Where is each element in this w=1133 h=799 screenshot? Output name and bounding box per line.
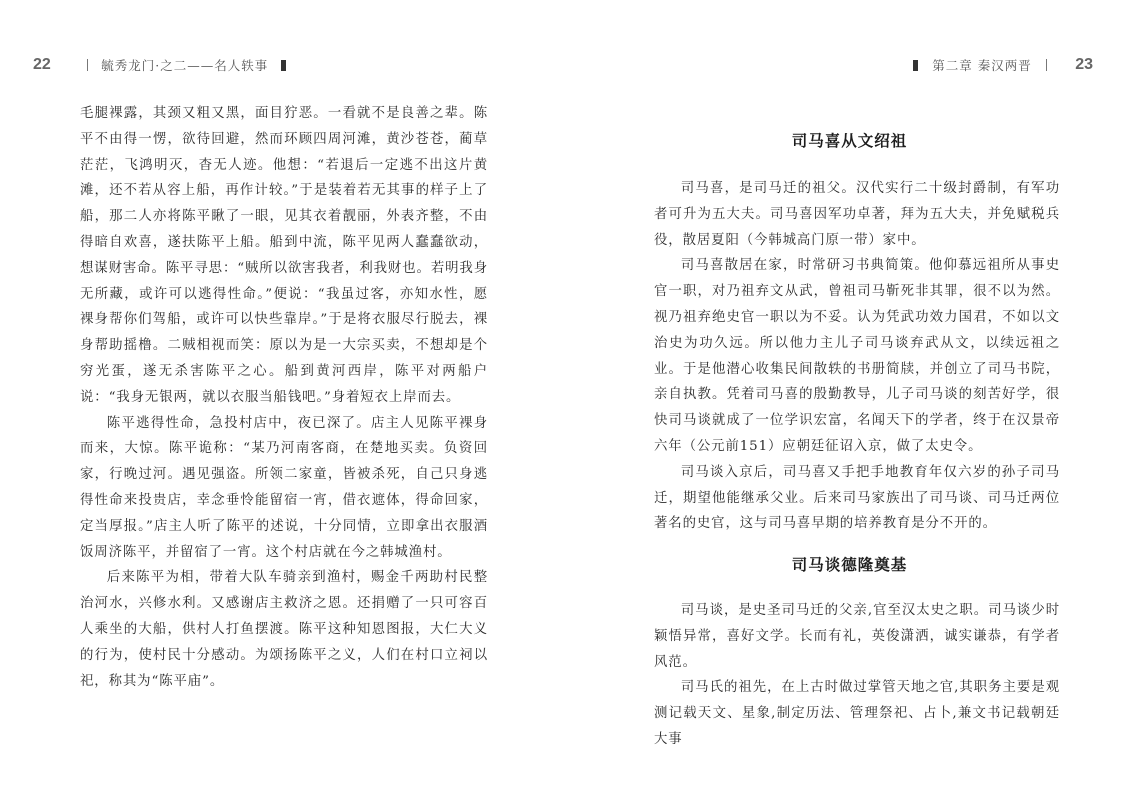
header-block-mark (913, 60, 918, 71)
paragraph: 司马氏的祖先，在上古时做过掌管天地之官,其职务主要是观测记载天文、星象,制定历法、管理祭祀、占卜,兼文书记载朝廷大事 (654, 680, 1060, 747)
right-running-title: 第二章 秦汉两晋 (932, 58, 1032, 73)
header-divider (1046, 59, 1048, 71)
section-body-text (654, 598, 1060, 753)
paragraph: 陈平逃得性命，急投村店中，夜已深了。店主人见陈平裸身而来，大惊。陈平诡称：“某乃河南客商，在楚地买卖。负资回家，行晚过河。遇见强盗。所领二家童，皆被杀死，自己只身逃得性命来投贵店，幸念垂怜能留宿一宵，借衣遮体，得命回家，定当厚报。”店主人听了陈平的述说，十分同情，立即拿出衣服酒饭周济陈平，并留宿了一宵。这个村店就在今之韩城渔村。 (80, 415, 488, 560)
paragraph: 司马喜散居在家，时常研习书典简策。他仰慕远祖所从事史官一职，对乃祖弃文从武，曾祖司马靳死非其罪，很不以为然。视乃祖弃绝史官一职以为不妥。认为凭武功效力国君，不如以文治史为功久远。所以他力主儿子司马谈弃武从文，以续远祖之业。于是他潜心收集民间散轶的书册简牍，并创立了司马书院，亲自执教。凭着司马喜的殷勤教导，儿子司马谈的刻苦好学，很快司马谈就成了一位学识宏富，名闻天下的学者，终于在汉景帝六年（公元前151）应朝廷征诏入京，做了太史令。 (654, 258, 1060, 454)
section-body-text (654, 176, 1060, 537)
paragraph: 后来陈平为相，带着大队车骑亲到渔村，赐金千两助村民整治河水，兴修水利。又感谢店主救济之恩。还捐赠了一只可容百人乘坐的大船，供村人打鱼摆渡。陈平这种知恩图报，大仁大义的行为，使村民十分感动。为颂扬陈平之义，人们在村口立祠以祀，称其为“陈平庙”。 (80, 570, 488, 689)
left-page-number: 22 (33, 56, 51, 73)
paragraph: 司马谈入京后，司马喜又手把手地教育年仅六岁的孙子司马迁，期望他能继承父业。后来司马家族出了司马谈、司马迁两位著名的史官，这与司马喜早期的培养教育是分不开的。 (654, 464, 1060, 532)
header-block-mark (281, 60, 286, 71)
section-title: 司马谈德隆奠基 (791, 555, 908, 574)
left-running-title: 毓秀龙门·之二——名人轶事 (101, 58, 269, 73)
paragraph: 毛腿裸露，其颈又粗又黑，面目狞恶。一看就不是良善之辈。陈平不由得一愣，欲待回避，然而环顾四周河滩，黄沙苍苍，蔺草茫茫，飞鸿明灭，杳无人迹。他想：“若退后一定逃不出这片黄滩，还不若从容上船，再作计较。”于是装着若无其事的样子上了船，那二人亦将陈平瞅了一眼，见其衣着靓丽，外表齐整，不由得暗自欢喜，遂扶陈平上船。船到中流，陈平见两人蠢蠢欲动，想谋财害命。陈平寻思：“贼所以欲害我者，利我财也。若明我身无所藏，或许可以逃得性命。”便说：“我虽过客，亦知水性，愿裸身帮你们驾船，或许可以快些靠岸。”于是将衣服尽行脱去，裸身帮助摇橹。二贼相视而笑：原以为是一大宗买卖，不想却是个穷光蛋，遂无杀害陈平之心。船到黄河西岸，陈平对两船户说：“我身无银两，就以衣服当船钱吧。”身着短衣上岸而去。 (80, 106, 488, 405)
right-page-header (913, 54, 1093, 76)
left-page-header (33, 54, 286, 76)
section-title: 司马喜从文绍祖 (791, 131, 908, 150)
right-page-number: 23 (1075, 56, 1093, 73)
paragraph: 司马谈，是史圣司马迁的父亲,官至汉太史之职。司马谈少时颖悟异常，喜好文学。长而有礼，英俊潇洒，诚实谦恭，有学者风范。 (654, 603, 1060, 670)
paragraph: 司马喜，是司马迁的祖父。汉代实行二十级封爵制，有军功者可升为五大夫。司马喜因军功卓著，拜为五大夫，并免赋税兵役，散居夏阳（今韩城高门原一带）家中。 (654, 181, 1060, 248)
right-page (566, 0, 1133, 799)
left-body-text (80, 101, 488, 694)
header-divider (87, 59, 89, 71)
left-page (0, 0, 566, 799)
